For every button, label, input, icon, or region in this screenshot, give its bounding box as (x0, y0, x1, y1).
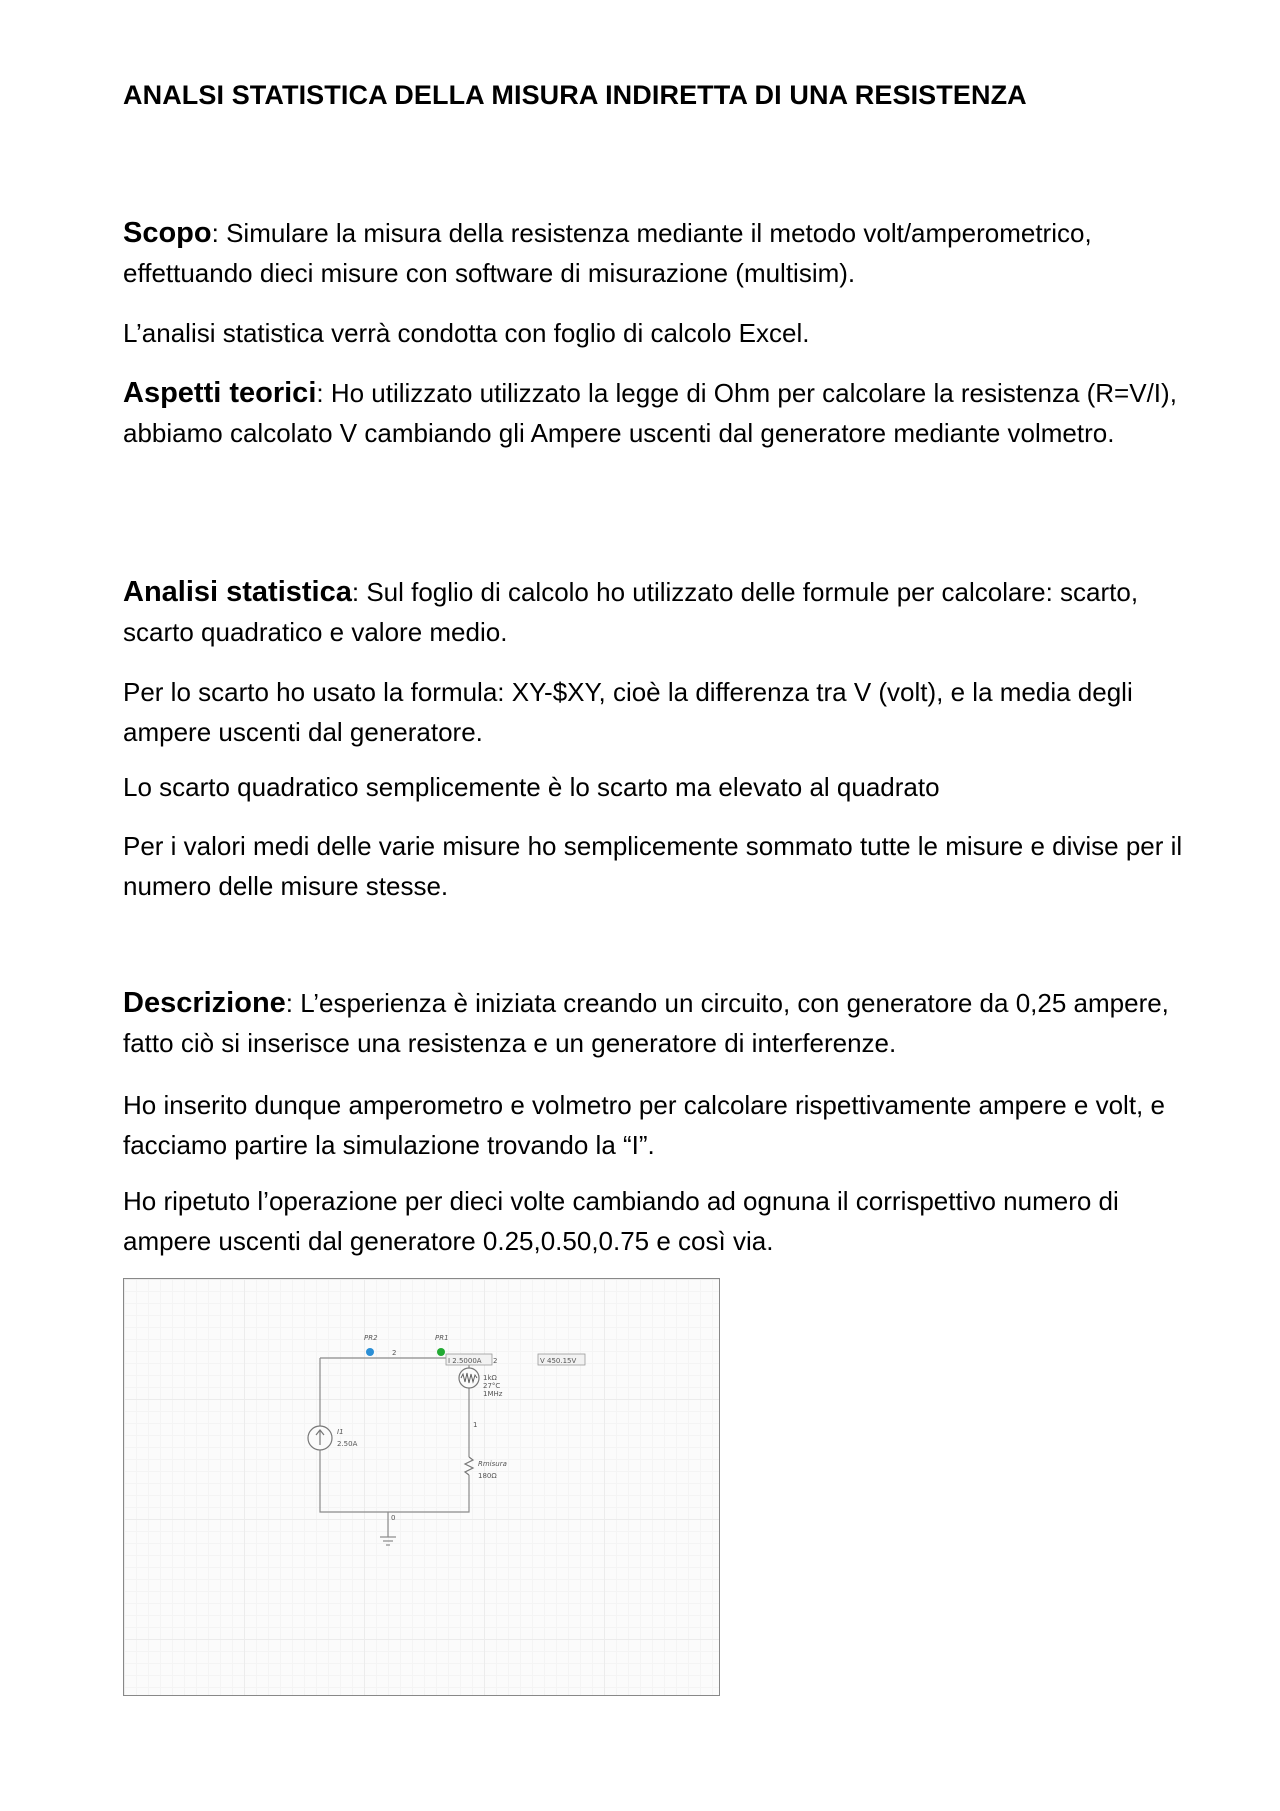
noise-source-value-3: 1MHz (483, 1390, 503, 1398)
heading-aspetti-teorici: Aspetti teorici (123, 377, 317, 409)
node-2-left-label: 2 (392, 1349, 397, 1357)
heading-analisi-statistica: Analisi statistica (123, 576, 352, 608)
resistor-name: Rmisura (478, 1460, 507, 1468)
probe-pr1-label: PR1 (435, 1334, 449, 1342)
noise-source-icon (459, 1368, 479, 1388)
paragraph-descrizione (123, 983, 1183, 1063)
paragraph-scopo (123, 213, 1183, 293)
voltmeter-readout: V 450.15V (540, 1357, 577, 1365)
paragraph-amperometro: Ho inserito dunque amperometro e volmetro per calcolare rispettivamente ampere e volt, e facciamo partire la simulazione trovando la “I”. (123, 1090, 1165, 1160)
node-1-label: 1 (473, 1421, 478, 1429)
document-title: ANALSI STATISTICA DELLA MISURA INDIRETTA DI UNA RESISTENZA (123, 80, 1027, 110)
paragraph-aspetti-teorici-text: : Ho utilizzato utilizzato la legge di Ohm per calcolare la resistenza (R=V/I), abbiamo calcolato V cambiando gli Ampere uscenti dal generatore mediante volmetro. (123, 378, 1177, 448)
paragraph-scopo-text: : Simulare la misura della resistenza mediante il metodo volt/amperometrico, effettuando dieci misure con software di misurazione (multisim). (123, 218, 1092, 288)
heading-descrizione: Descrizione (123, 987, 286, 1019)
paragraph-excel: L’analisi statistica verrà condotta con foglio di calcolo Excel. (123, 318, 810, 348)
ammeter-readout: I 2.5000A (448, 1357, 482, 1365)
probe-pr2-label: PR2 (364, 1334, 378, 1342)
ground-node-label: 0 (391, 1514, 396, 1522)
node-2-right-label: 2 (493, 1357, 498, 1365)
paragraph-aspetti-teorici (123, 373, 1183, 453)
resistor-value: 180Ω (478, 1472, 497, 1480)
paragraph-scarto: Per lo scarto ho usato la formula: XY-$XY, cioè la differenza tra V (volt), e la media degli ampere uscenti dal generatore. (123, 677, 1133, 747)
noise-source-value-1: 1kΩ (483, 1374, 497, 1382)
current-source-icon (308, 1426, 332, 1450)
probe-pr2-icon (366, 1348, 374, 1356)
resistor-icon (465, 1457, 473, 1475)
circuit-schematic (123, 1278, 720, 1696)
heading-scopo: Scopo (123, 217, 212, 249)
paragraph-ripetuto: Ho ripetuto l’operazione per dieci volte cambiando ad ognuna il corrispettivo numero di ampere uscenti dal generatore 0.25,0.50,0.75 e così via. (123, 1186, 1119, 1256)
noise-source-value-2: 27°C (483, 1382, 501, 1390)
paragraph-valori-medi: Per i valori medi delle varie misure ho semplicemente sommato tutte le misure e divise per il numero delle misure stesse. (123, 831, 1183, 901)
circuit-svg (124, 1279, 721, 1697)
ground-icon (380, 1537, 396, 1545)
current-source-name: I1 (337, 1428, 344, 1436)
current-source-value: 2.50A (337, 1440, 358, 1448)
paragraph-analisi-statistica-text: : Sul foglio di calcolo ho utilizzato delle formule per calcolare: scarto, scarto quadratico e valore medio. (123, 577, 1139, 647)
paragraph-analisi-statistica (123, 572, 1183, 652)
paragraph-descrizione-text: : L’esperienza è iniziata creando un circuito, con generatore da 0,25 ampere, fatto ciò si inserisce una resistenza e un generatore di interferenze. (123, 988, 1169, 1058)
paragraph-scarto-quadratico: Lo scarto quadratico semplicemente è lo scarto ma elevato al quadrato (123, 772, 940, 802)
probe-pr1-icon (437, 1348, 445, 1356)
